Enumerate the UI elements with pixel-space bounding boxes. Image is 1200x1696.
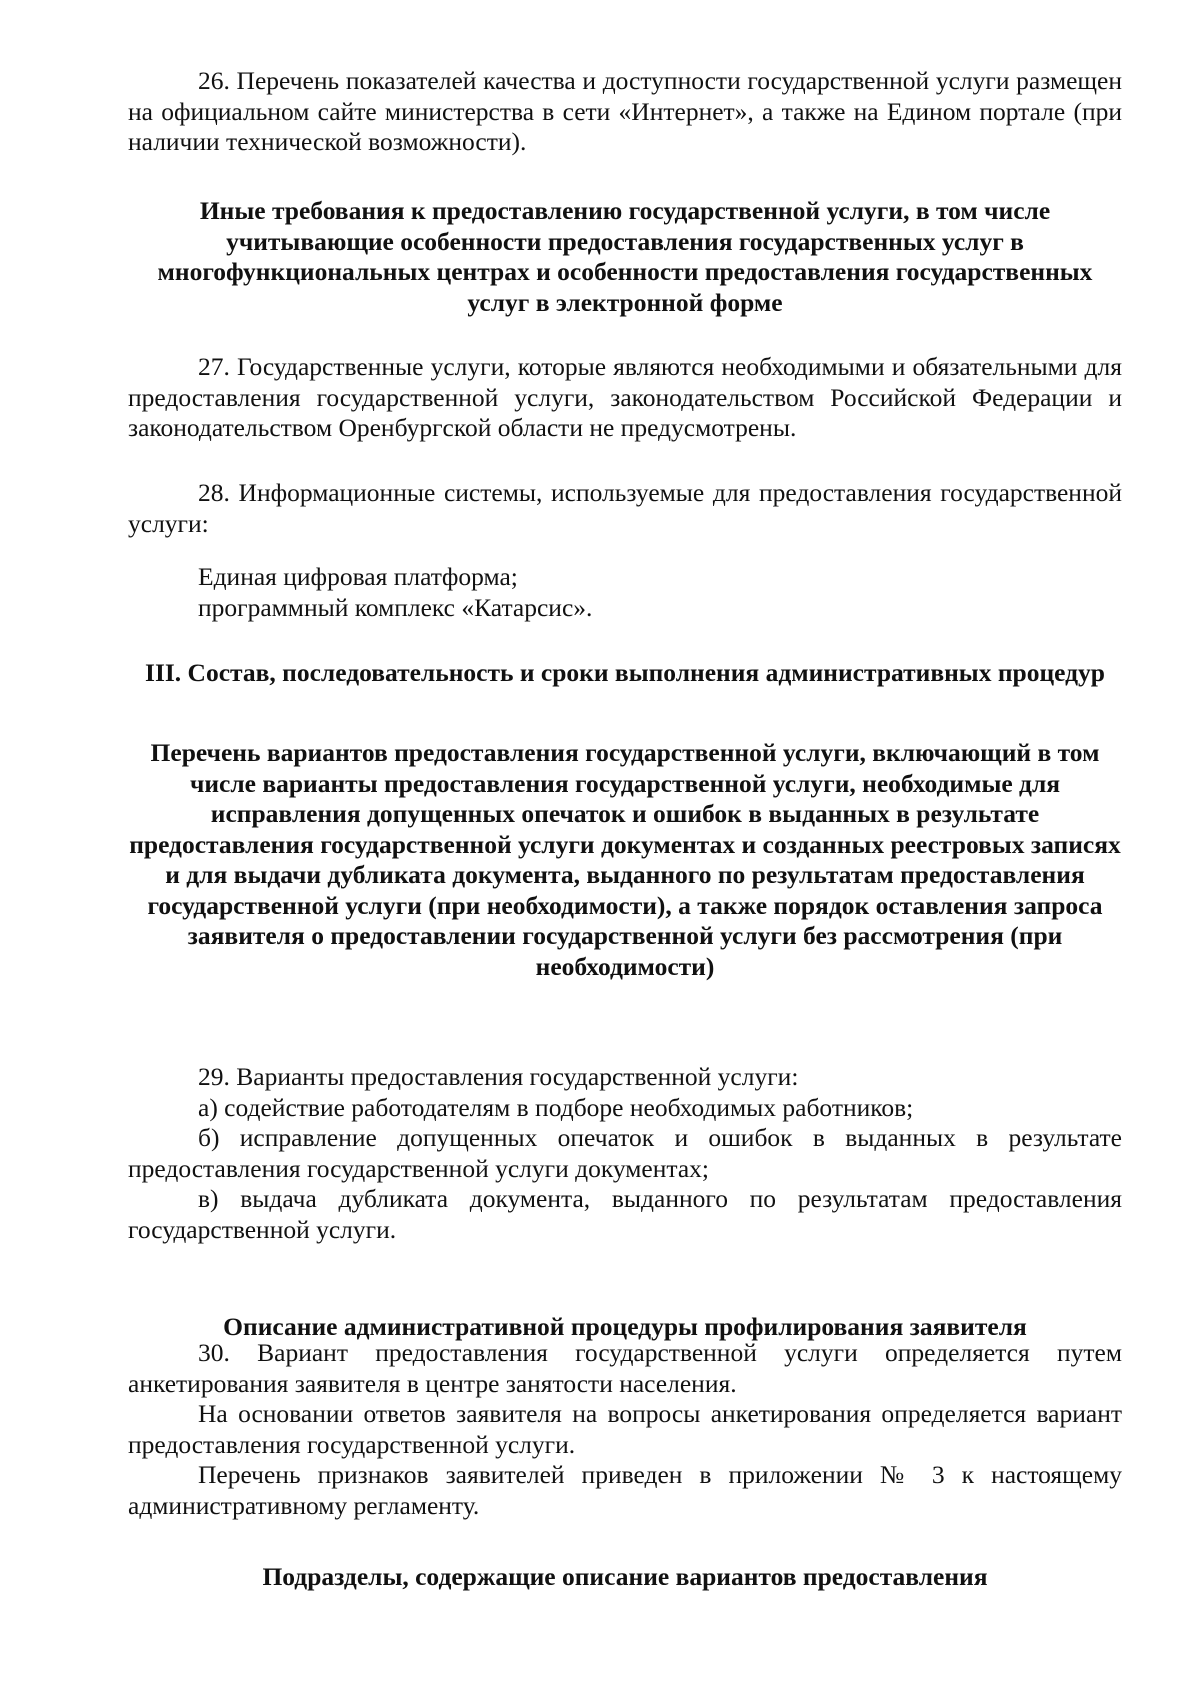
list-item: Единая цифровая платформа; — [198, 562, 518, 591]
paragraph-26-block — [128, 66, 1122, 158]
paragraph-30: 30. Вариант предоставления государственной услуги определяется путем анкетирования заявителя в центре занятости населения. — [128, 1338, 1122, 1398]
paragraph-29-c: в) выдача дубликата документа, выданного по результатам предоставления государственной услуги. — [128, 1184, 1122, 1244]
paragraph-29-block — [128, 1062, 1122, 1245]
paragraph-27: 27. Государственные услуги, которые являются необходимыми и обязательными для предоставления государственной услуги, законодательством Российской Федерации и законодательством Оренбургской области не предусмотрены. — [128, 352, 1122, 442]
paragraph-26: 26. Перечень показателей качества и доступности государственной услуги размещен на официальном сайте министерства в сети «Интернет», а также на Едином портале (при наличии технической возможности). — [128, 66, 1122, 156]
paragraph-30-answers: На основании ответов заявителя на вопросы анкетирования определяется вариант предоставления государственной услуги. — [128, 1399, 1122, 1459]
heading-other-requirements: Иные требования к предоставлению государственной услуги, в том числе учитывающие особенности предоставления государственных услуг в многофункциональных центрах и особенности предоставления государственных услуг в электронной форме — [157, 196, 1093, 317]
paragraph-28: 28. Информационные системы, используемые для предоставления государственной услуги: — [128, 478, 1122, 538]
information-systems-list — [128, 562, 1122, 623]
heading-subsections-block — [128, 1562, 1122, 1593]
paragraph-29-a: а) содействие работодателям в подборе необходимых работников; — [198, 1092, 914, 1122]
paragraph-29: 29. Варианты предоставления государственной услуги: — [198, 1062, 799, 1091]
heading-subsections: Подразделы, содержащие описание вариантов предоставления — [262, 1562, 988, 1591]
heading-other-requirements-block — [128, 196, 1122, 318]
paragraph-30-block — [128, 1338, 1122, 1521]
heading-section-3: III. Состав, последовательность и сроки выполнения административных процедур — [145, 658, 1105, 687]
paragraph-30-appendix: Перечень признаков заявителей приведен в приложении № 3 к настоящему административному регламенту. — [128, 1460, 1122, 1520]
heading-profiling: Описание административной процедуры профилирования заявителя — [223, 1312, 1027, 1341]
heading-variants-block — [128, 738, 1122, 982]
paragraph-29-b: б) исправление допущенных опечаток и ошибок в выданных в результате предоставления государственной услуги документах; — [128, 1123, 1122, 1183]
heading-section-3-block — [128, 658, 1122, 689]
paragraph-27-block — [128, 352, 1122, 444]
paragraph-28-block — [128, 478, 1122, 539]
heading-variants-list: Перечень вариантов предоставления государственной услуги, включающий в том числе варианты предоставления государственной услуги, необходимые для исправления допущенных опечаток и ошибок в выданных в результате предоставления государственной услуги документах и созданных реестровых записях и для выдачи дубликата документа, выданного по результатам предоставления государственной услуги (при необходимости), а также порядок оставления запроса заявителя о предоставлении государственной услуги без рассмотрения (при необходимости) — [129, 738, 1121, 981]
list-item: программный комплекс «Катарсис». — [198, 592, 593, 622]
